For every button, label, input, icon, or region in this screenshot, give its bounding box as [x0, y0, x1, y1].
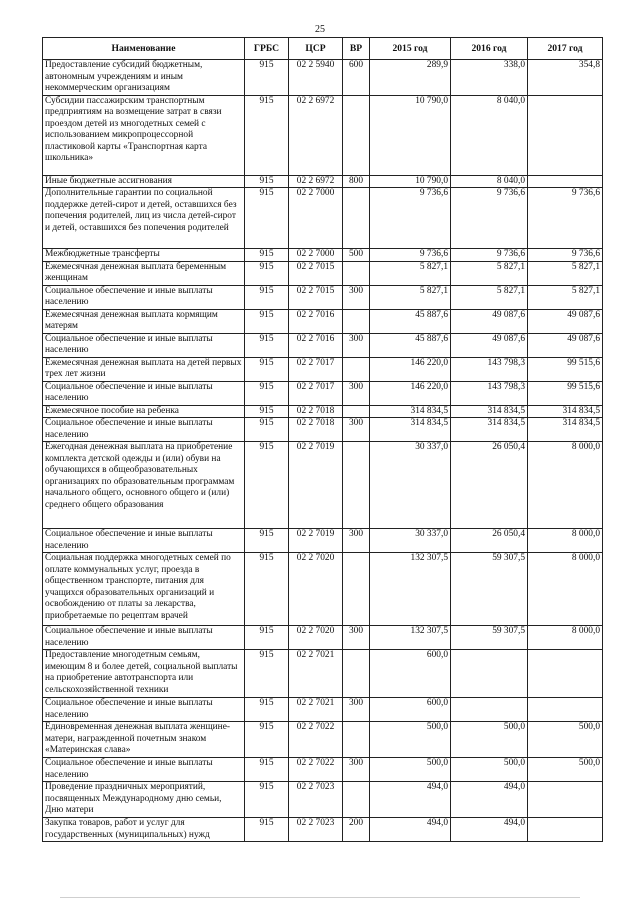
cell-2016: 26 050,4 — [451, 442, 528, 529]
cell-name: Единовременная денежная выплата женщине-матери, награжденной почетным знаком «Материнская слава» — [43, 722, 245, 758]
table-row — [43, 782, 603, 818]
table-row — [43, 626, 603, 650]
cell-csr: 02 2 7021 — [289, 650, 343, 698]
table-row — [43, 818, 603, 842]
table-row — [43, 60, 603, 96]
cell-csr: 02 2 7019 — [289, 442, 343, 529]
budget-table — [42, 37, 603, 842]
cell-csr: 02 2 5940 — [289, 60, 343, 96]
cell-2017: 500,0 — [528, 722, 603, 758]
cell-csr: 02 2 7022 — [289, 722, 343, 758]
cell-grbs: 915 — [245, 285, 289, 309]
cell-2016: 59 307,5 — [451, 626, 528, 650]
cell-2015: 30 337,0 — [370, 529, 451, 553]
table-row — [43, 95, 603, 175]
cell-vr: 600 — [343, 60, 370, 96]
cell-2016: 314 834,5 — [451, 405, 528, 418]
cell-2016 — [451, 650, 528, 698]
cell-name: Социальное обеспечение и иные выплаты населению — [43, 698, 245, 722]
cell-vr — [343, 722, 370, 758]
cell-2015: 132 307,5 — [370, 626, 451, 650]
table-row — [43, 722, 603, 758]
cell-grbs: 915 — [245, 529, 289, 553]
cell-2015: 10 790,0 — [370, 175, 451, 188]
cell-2016: 143 798,3 — [451, 381, 528, 405]
cell-csr: 02 2 7020 — [289, 626, 343, 650]
cell-2017: 8 000,0 — [528, 626, 603, 650]
table-row — [43, 188, 603, 249]
cell-csr: 02 2 7020 — [289, 553, 343, 626]
cell-2015: 132 307,5 — [370, 553, 451, 626]
cell-2017 — [528, 818, 603, 842]
cell-vr: 300 — [343, 418, 370, 442]
cell-grbs: 915 — [245, 60, 289, 96]
cell-2017: 99 515,6 — [528, 357, 603, 381]
cell-2016: 8 040,0 — [451, 175, 528, 188]
cell-vr: 500 — [343, 249, 370, 262]
cell-csr: 02 2 6972 — [289, 175, 343, 188]
cell-grbs: 915 — [245, 405, 289, 418]
cell-2015: 289,9 — [370, 60, 451, 96]
cell-2017: 8 000,0 — [528, 529, 603, 553]
cell-vr: 300 — [343, 758, 370, 782]
column-header-csr: ЦСР — [289, 38, 343, 60]
page-number: 25 — [315, 24, 325, 35]
cell-2017: 314 834,5 — [528, 405, 603, 418]
cell-name: Закупка товаров, работ и услуг для государственных (муниципальных) нужд — [43, 818, 245, 842]
table-row — [43, 405, 603, 418]
cell-vr: 300 — [343, 529, 370, 553]
cell-csr: 02 2 7016 — [289, 309, 343, 333]
cell-vr — [343, 650, 370, 698]
cell-2015: 314 834,5 — [370, 405, 451, 418]
cell-name: Социальное обеспечение и иные выплаты населению — [43, 333, 245, 357]
table-row — [43, 357, 603, 381]
cell-2017: 8 000,0 — [528, 442, 603, 529]
cell-csr: 02 2 7015 — [289, 285, 343, 309]
cell-grbs: 915 — [245, 381, 289, 405]
cell-2017 — [528, 650, 603, 698]
cell-2015: 30 337,0 — [370, 442, 451, 529]
cell-2017 — [528, 782, 603, 818]
cell-2015: 146 220,0 — [370, 357, 451, 381]
cell-2017: 354,8 — [528, 60, 603, 96]
cell-name: Ежегодная денежная выплата на приобретение комплекта детской одежды и (или) обуви на обучающихся в общеобразовательных организациях по образовательным программам начального общего, основного общего и (или) среднего общего образования — [43, 442, 245, 529]
cell-name: Иные бюджетные ассигнования — [43, 175, 245, 188]
cell-2016: 59 307,5 — [451, 553, 528, 626]
cell-2016: 500,0 — [451, 758, 528, 782]
cell-name: Предоставление субсидий бюджетным, автономным учреждениям и иным некоммерческим организациям — [43, 60, 245, 96]
cell-2016: 8 040,0 — [451, 95, 528, 175]
cell-grbs: 915 — [245, 188, 289, 249]
cell-2015: 9 736,6 — [370, 249, 451, 262]
cell-name: Социальное обеспечение и иные выплаты населению — [43, 418, 245, 442]
cell-csr: 02 2 6972 — [289, 95, 343, 175]
table-row — [43, 381, 603, 405]
cell-2017: 9 736,6 — [528, 188, 603, 249]
cell-2017: 5 827,1 — [528, 285, 603, 309]
cell-name: Субсидии пассажирским транспортным предприятиям на возмещение затрат в связи проездом детей из многодетных семей с использованием микропроцессорной пластиковой карты «Транспортная карта школьника» — [43, 95, 245, 175]
cell-grbs: 915 — [245, 722, 289, 758]
cell-csr: 02 2 7022 — [289, 758, 343, 782]
cell-grbs: 915 — [245, 418, 289, 442]
column-header-2016: 2016 год — [451, 38, 528, 60]
cell-csr: 02 2 7023 — [289, 782, 343, 818]
cell-2016: 26 050,4 — [451, 529, 528, 553]
cell-2017 — [528, 698, 603, 722]
cell-vr — [343, 261, 370, 285]
cell-csr: 02 2 7000 — [289, 188, 343, 249]
cell-2016: 5 827,1 — [451, 261, 528, 285]
cell-2015: 45 887,6 — [370, 333, 451, 357]
table-row — [43, 698, 603, 722]
table-row — [43, 650, 603, 698]
cell-vr: 200 — [343, 818, 370, 842]
cell-2016: 494,0 — [451, 782, 528, 818]
cell-grbs: 915 — [245, 782, 289, 818]
cell-csr: 02 2 7019 — [289, 529, 343, 553]
cell-csr: 02 2 7018 — [289, 405, 343, 418]
cell-grbs: 915 — [245, 758, 289, 782]
cell-2015: 494,0 — [370, 782, 451, 818]
cell-name: Социальное обеспечение и иные выплаты населению — [43, 381, 245, 405]
cell-2017: 5 827,1 — [528, 261, 603, 285]
cell-vr — [343, 188, 370, 249]
table-row — [43, 309, 603, 333]
cell-name: Социальное обеспечение и иные выплаты населению — [43, 626, 245, 650]
cell-vr: 300 — [343, 333, 370, 357]
cell-grbs: 915 — [245, 626, 289, 650]
cell-2016: 9 736,6 — [451, 188, 528, 249]
cell-vr: 300 — [343, 285, 370, 309]
cell-2016: 49 087,6 — [451, 333, 528, 357]
table-row — [43, 249, 603, 262]
cell-vr: 300 — [343, 381, 370, 405]
cell-name: Межбюджетные трансферты — [43, 249, 245, 262]
scan-edge-mark — [60, 897, 580, 898]
cell-2015: 600,0 — [370, 650, 451, 698]
cell-2016: 494,0 — [451, 818, 528, 842]
cell-vr — [343, 442, 370, 529]
cell-name: Ежемесячное пособие на ребенка — [43, 405, 245, 418]
table-row — [43, 553, 603, 626]
table-row — [43, 333, 603, 357]
cell-2016: 338,0 — [451, 60, 528, 96]
cell-csr: 02 2 7000 — [289, 249, 343, 262]
cell-vr — [343, 95, 370, 175]
cell-2016: 9 736,6 — [451, 249, 528, 262]
table-header-row — [43, 38, 603, 60]
table-row — [43, 261, 603, 285]
cell-grbs: 915 — [245, 650, 289, 698]
cell-2015: 10 790,0 — [370, 95, 451, 175]
cell-grbs: 915 — [245, 333, 289, 357]
cell-2017 — [528, 95, 603, 175]
cell-name: Социальная поддержка многодетных семей по оплате коммунальных услуг, проезда в общественном транспорте, питания для учащихся образовательных организаций и освобождению от платы за лекарства, приобретаемые по рецептам врачей — [43, 553, 245, 626]
cell-grbs: 915 — [245, 261, 289, 285]
cell-csr: 02 2 7017 — [289, 357, 343, 381]
cell-2017 — [528, 175, 603, 188]
cell-2015: 600,0 — [370, 698, 451, 722]
table-row — [43, 285, 603, 309]
cell-csr: 02 2 7017 — [289, 381, 343, 405]
cell-grbs: 915 — [245, 309, 289, 333]
cell-vr: 300 — [343, 626, 370, 650]
cell-csr: 02 2 7015 — [289, 261, 343, 285]
cell-2017: 49 087,6 — [528, 309, 603, 333]
cell-vr: 800 — [343, 175, 370, 188]
cell-csr: 02 2 7021 — [289, 698, 343, 722]
table-row — [43, 442, 603, 529]
cell-vr — [343, 357, 370, 381]
column-header-grbs: ГРБС — [245, 38, 289, 60]
cell-2015: 500,0 — [370, 722, 451, 758]
cell-2015: 9 736,6 — [370, 188, 451, 249]
cell-grbs: 915 — [245, 553, 289, 626]
cell-csr: 02 2 7023 — [289, 818, 343, 842]
cell-vr — [343, 553, 370, 626]
cell-name: Социальное обеспечение и иные выплаты населению — [43, 285, 245, 309]
cell-csr: 02 2 7016 — [289, 333, 343, 357]
cell-grbs: 915 — [245, 175, 289, 188]
cell-2015: 5 827,1 — [370, 285, 451, 309]
cell-vr — [343, 405, 370, 418]
cell-2016: 49 087,6 — [451, 309, 528, 333]
column-header-2017: 2017 год — [528, 38, 603, 60]
cell-2017: 9 736,6 — [528, 249, 603, 262]
cell-2017: 500,0 — [528, 758, 603, 782]
table-row — [43, 175, 603, 188]
cell-2015: 494,0 — [370, 818, 451, 842]
cell-2017: 49 087,6 — [528, 333, 603, 357]
cell-grbs: 915 — [245, 357, 289, 381]
cell-2017: 99 515,6 — [528, 381, 603, 405]
column-header-2015: 2015 год — [370, 38, 451, 60]
cell-name: Ежемесячная денежная выплата кормящим матерям — [43, 309, 245, 333]
cell-vr: 300 — [343, 698, 370, 722]
cell-2016: 500,0 — [451, 722, 528, 758]
column-header-name: Наименование — [43, 38, 245, 60]
table-row — [43, 529, 603, 553]
cell-grbs: 915 — [245, 95, 289, 175]
cell-2015: 5 827,1 — [370, 261, 451, 285]
cell-grbs: 915 — [245, 249, 289, 262]
cell-vr — [343, 782, 370, 818]
cell-name: Проведение праздничных мероприятий, посвященных Международному дню семьи, Дню матери — [43, 782, 245, 818]
cell-2015: 500,0 — [370, 758, 451, 782]
cell-name: Ежемесячная денежная выплата на детей первых трех лет жизни — [43, 357, 245, 381]
cell-2015: 314 834,5 — [370, 418, 451, 442]
cell-2016: 5 827,1 — [451, 285, 528, 309]
cell-vr — [343, 309, 370, 333]
cell-grbs: 915 — [245, 698, 289, 722]
cell-name: Дополнительные гарантии по социальной поддержке детей-сирот и детей, оставшихся без попечения родителей, лиц из числа детей-сирот и детей, оставшихся без попечения родителей — [43, 188, 245, 249]
table-row — [43, 758, 603, 782]
cell-grbs: 915 — [245, 442, 289, 529]
cell-2015: 45 887,6 — [370, 309, 451, 333]
cell-2017: 314 834,5 — [528, 418, 603, 442]
table-row — [43, 418, 603, 442]
column-header-vr: ВР — [343, 38, 370, 60]
cell-2017: 8 000,0 — [528, 553, 603, 626]
cell-2016 — [451, 698, 528, 722]
cell-name: Социальное обеспечение и иные выплаты населению — [43, 529, 245, 553]
cell-grbs: 915 — [245, 818, 289, 842]
cell-name: Ежемесячная денежная выплата беременным женщинам — [43, 261, 245, 285]
cell-2015: 146 220,0 — [370, 381, 451, 405]
cell-2016: 314 834,5 — [451, 418, 528, 442]
cell-csr: 02 2 7018 — [289, 418, 343, 442]
cell-2016: 143 798,3 — [451, 357, 528, 381]
cell-name: Предоставление многодетным семьям, имеющим 8 и более детей, социальной выплаты на приобретение автотранспорта или сельскохозяйственной техники — [43, 650, 245, 698]
cell-name: Социальное обеспечение и иные выплаты населению — [43, 758, 245, 782]
